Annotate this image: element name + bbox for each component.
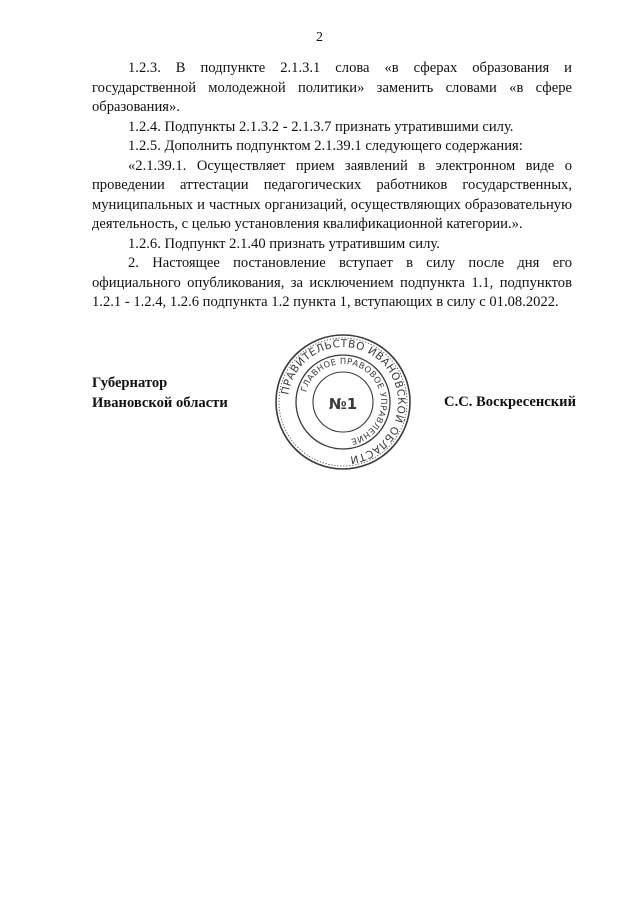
paragraph-1-2-3: 1.2.3. В подпункте 2.1.3.1 слова «в сферах образования и государственной молодежной политики» заменить словами «в сфере образования». [92, 60, 572, 115]
paragraph-2-effective-date: 2. Настоящее постановление вступает в силу после дня его официального опубликования, за исключением подпункта 1.1, подпунктов 1.2.1 - 1.2.4, 1.2.6 подпункта 1.2 пункта 1, вступающих в силу с 01.08.2022. [92, 255, 572, 310]
official-stamp [274, 333, 412, 471]
signatory-name: С.С. Воскресенский [444, 394, 576, 410]
paragraph-1-2-6: 1.2.6. Подпункт 2.1.40 признать утратившим силу. [128, 235, 440, 252]
stamp-ring-text: ПРАВИТЕЛЬСТВО ИВАНОВСКОЙ ОБЛАСТИ [279, 337, 408, 466]
paragraph-1-2-5: 1.2.5. Дополнить подпунктом 2.1.39.1 следующего содержания: [128, 138, 523, 154]
paragraph-quoted-2-1-39-1: «2.1.39.1. Осуществляет прием заявлений в электронном виде о проведении аттестации педагогических работников государственных, муниципальных и частных организаций, осуществляющих образовательную деятельность, с целью установления квалификационной категории.». [92, 157, 572, 232]
page-number: 2 [316, 30, 323, 45]
document-body [92, 59, 572, 313]
stamp-inner-text: ГЛАВНОЕ ПРАВОВОЕ УПРАВЛЕНИЕ [298, 355, 390, 448]
stamp-number: №1 [328, 395, 358, 413]
signatory-title [92, 374, 228, 413]
stamp-graphic [274, 333, 412, 471]
signatory-title-line-1: Губернатор [92, 375, 168, 391]
paragraph-1-2-4: 1.2.4. Подпункты 2.1.3.2 - 2.1.3.7 признать утратившими силу. [128, 118, 514, 135]
signature-block [92, 337, 576, 471]
signatory-title-line-2: Ивановской области [92, 394, 228, 411]
